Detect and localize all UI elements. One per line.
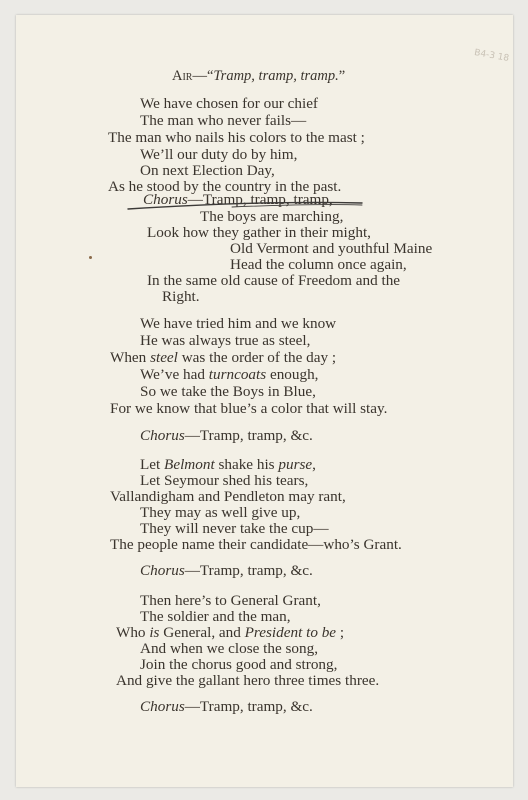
verse-line — [140, 384, 316, 400]
line-text: For we know that blue’s a color that will stay. — [110, 400, 388, 417]
verse-line — [110, 489, 346, 505]
verse-line — [116, 625, 344, 641]
title-close: ” — [338, 68, 346, 84]
line-text: Join the chorus good and strong, — [140, 656, 338, 673]
italic-text: Chorus — [143, 191, 188, 208]
ink-spot — [89, 256, 92, 259]
line-text: —Tramp, tramp, &c. — [184, 562, 313, 579]
verse-line — [140, 521, 329, 537]
line-text: As he stood by the country in the past. — [108, 178, 342, 195]
line-text: The boys are marching, — [200, 208, 344, 225]
line-text: On next Election Day, — [140, 162, 275, 179]
italic-text: Chorus — [140, 427, 185, 444]
line-text: In the same old cause of Freedom and the — [147, 272, 401, 289]
line-text: shake his — [214, 456, 279, 473]
verse-line — [140, 163, 275, 179]
chorus-line — [140, 699, 313, 715]
line-text: The people name their candidate—who’s Grant. — [110, 536, 402, 553]
italic-text: President to be — [244, 624, 337, 641]
verse-line — [108, 130, 365, 146]
line-text: When — [110, 349, 151, 366]
line-text: We have chosen for our chief — [140, 95, 318, 112]
line-text: —Tramp, tramp, tramp, — [187, 191, 333, 208]
line-text: enough, — [266, 366, 319, 383]
verse-line — [140, 473, 308, 489]
line-text: Head the column once again, — [230, 256, 407, 273]
chorus-line — [143, 192, 333, 208]
verse-line — [140, 113, 306, 129]
italic-text: turncoats — [208, 366, 267, 383]
verse-line — [140, 333, 310, 349]
chorus-line — [140, 428, 313, 444]
verse-line — [116, 673, 379, 689]
verse-line — [140, 609, 291, 625]
line-text: And give the gallant hero three times three. — [116, 672, 380, 689]
italic-text: Chorus — [140, 562, 185, 579]
italic-text: steel — [150, 349, 178, 366]
verse-line — [110, 350, 336, 366]
verse-line — [140, 457, 316, 473]
italic-text: purse — [278, 456, 313, 473]
line-text: We’ll our duty do by him, — [140, 146, 298, 163]
chorus-line — [162, 289, 200, 305]
song-title — [172, 68, 345, 84]
line-text: We’ve had — [140, 366, 209, 383]
pencil-annotation: B4-3 18 — [473, 48, 510, 64]
title-air: Air—“ — [172, 68, 214, 84]
verse-line — [110, 537, 402, 553]
chorus-line — [147, 225, 371, 241]
line-text: And when we close the song, — [140, 640, 318, 657]
italic-text: is — [149, 624, 160, 641]
line-text: He was always true as steel, — [140, 332, 311, 349]
line-text: They will never take the cup— — [140, 520, 329, 537]
line-text: They may as well give up, — [140, 504, 301, 521]
line-text: So we take the Boys in Blue, — [140, 383, 316, 400]
verse-line — [140, 641, 318, 657]
chorus-line — [230, 241, 432, 257]
line-text: Then here’s to General Grant, — [140, 592, 321, 609]
line-text: The man who never fails— — [140, 112, 307, 129]
verse-line — [140, 657, 337, 673]
verse-line — [140, 147, 297, 163]
line-text: Old Vermont and youthful Maine — [230, 240, 433, 257]
line-text: Let — [140, 456, 165, 473]
verse-line — [140, 593, 321, 609]
line-text: Let Seymour shed his tears, — [140, 472, 309, 489]
line-text: , — [312, 456, 316, 473]
line-text: Who — [116, 624, 150, 641]
line-text: Right. — [162, 288, 200, 305]
line-text: The man who nails his colors to the mast ; — [108, 129, 365, 146]
verse-line — [140, 316, 336, 332]
italic-text: Chorus — [140, 698, 185, 715]
line-text: Vallandigham and Pendleton may rant, — [110, 488, 346, 505]
chorus-line — [147, 273, 400, 289]
italic-text: Belmont — [164, 456, 215, 473]
line-text: General, and — [159, 624, 245, 641]
verse-line — [110, 401, 387, 417]
line-text: was the order of the day ; — [177, 349, 337, 366]
line-text: —Tramp, tramp, &c. — [184, 427, 313, 444]
line-text: —Tramp, tramp, &c. — [184, 698, 313, 715]
line-text: Look how they gather in their might, — [147, 224, 371, 241]
verse-line — [140, 96, 318, 112]
line-text: The soldier and the man, — [140, 608, 291, 625]
chorus-line — [230, 257, 407, 273]
chorus-line — [140, 563, 313, 579]
line-text: We have tried him and we know — [140, 315, 337, 332]
verse-line — [140, 505, 300, 521]
chorus-line — [200, 209, 343, 225]
verse-line — [140, 367, 318, 383]
line-text: ; — [336, 624, 345, 641]
title-tune: Tramp, tramp, tramp. — [213, 68, 339, 84]
